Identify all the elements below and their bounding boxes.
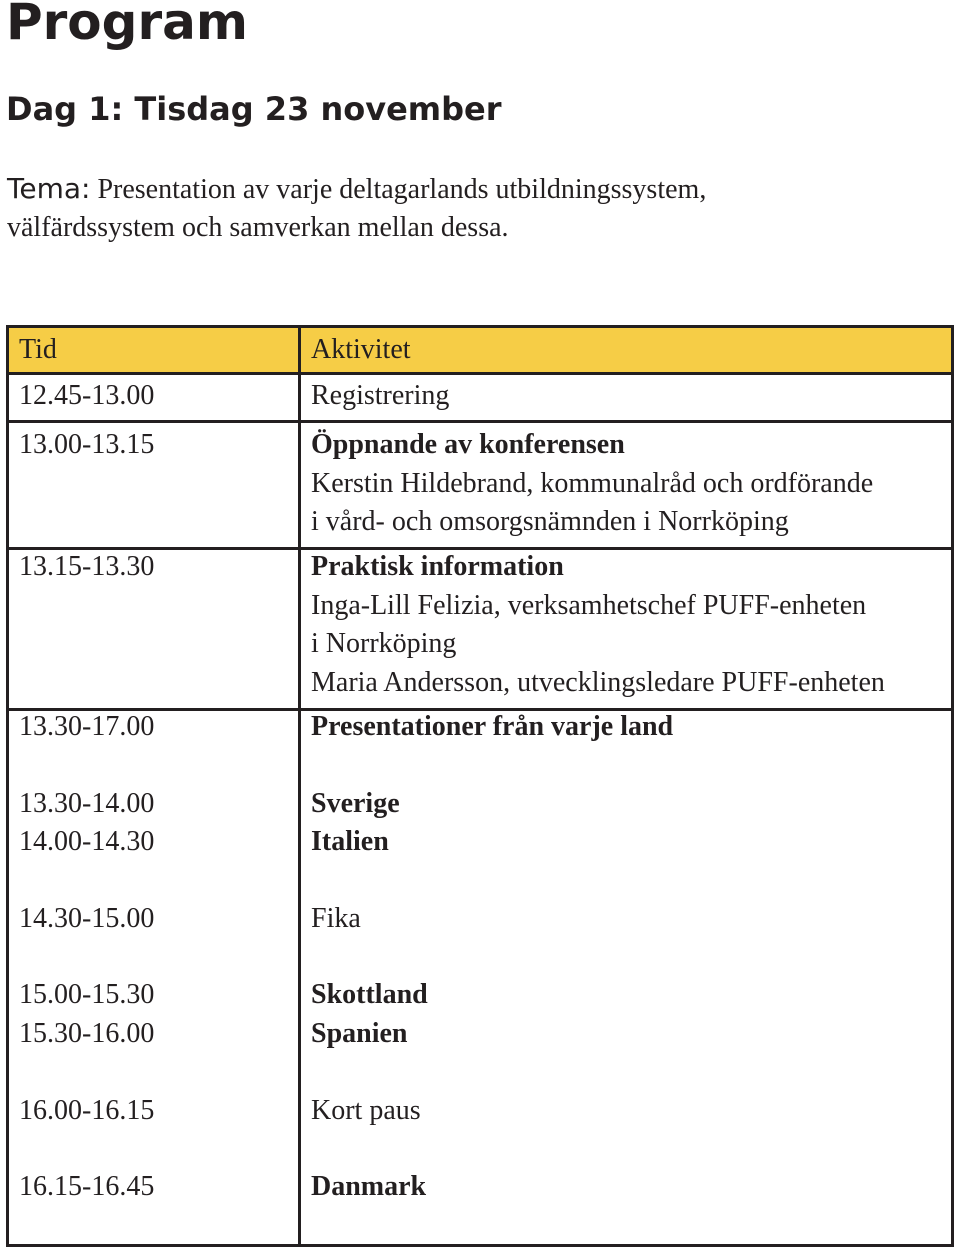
theme-line-2: välfärdssystem och samverkan mellan dessa. — [7, 212, 509, 243]
table-header-row — [9, 328, 951, 375]
row-time: 13.00-13.15 — [19, 429, 155, 460]
header-activity: Aktivitet — [311, 334, 411, 365]
schedule-item-activity: Sverige — [311, 788, 400, 819]
row-detail: i Norrköping — [311, 628, 457, 659]
day-heading: Dag 1: Tisdag 23 november — [6, 90, 502, 128]
schedule-item-activity: Kort paus — [311, 1095, 421, 1126]
schedule-item-activity: Fika — [311, 903, 361, 934]
schedule-item-time: 14.30-15.00 — [19, 903, 155, 934]
row-activity: Öppnande av konferensen — [311, 429, 625, 460]
row-time: 13.15-13.30 — [19, 551, 155, 582]
schedule-item-activity: Spanien — [311, 1018, 408, 1049]
row-activity: Presentationer från varje land — [311, 711, 674, 742]
row-time: 13.30-17.00 — [19, 711, 155, 742]
column-divider — [298, 328, 301, 1244]
row-activity: Praktisk information — [311, 551, 564, 582]
schedule-item-time: 15.00-15.30 — [19, 979, 155, 1010]
theme-text-1: Presentation av varje deltagarlands utbildningssystem, — [97, 174, 707, 205]
page-title: Program — [6, 0, 248, 51]
schedule-item-activity: Italien — [311, 826, 389, 857]
row-detail: Kerstin Hildebrand, kommunalråd och ordförande — [311, 468, 874, 499]
schedule-item-time: 16.15-16.45 — [19, 1171, 155, 1202]
row-divider — [9, 420, 951, 423]
schedule-item-time: 13.30-14.00 — [19, 788, 155, 819]
schedule-item-activity: Danmark — [311, 1171, 427, 1202]
header-time: Tid — [19, 334, 57, 365]
schedule-item-time: 15.30-16.00 — [19, 1018, 155, 1049]
row-time: 12.45-13.00 — [19, 380, 155, 411]
theme-paragraph — [7, 170, 937, 247]
theme-label: Tema: — [7, 172, 91, 205]
row-detail: Maria Andersson, utvecklingsledare PUFF-enheten — [311, 667, 885, 698]
row-detail: Inga-Lill Felizia, verksamhetschef PUFF-enheten — [311, 590, 867, 621]
schedule-item-time: 14.00-14.30 — [19, 826, 155, 857]
theme-line-1 — [7, 170, 937, 209]
row-detail: i vård- och omsorgsnämnden i Norrköping — [311, 506, 789, 537]
schedule-item-activity: Skottland — [311, 979, 428, 1010]
row-activity: Registrering — [311, 380, 450, 411]
program-table — [6, 325, 954, 1247]
schedule-item-time: 16.00-16.15 — [19, 1095, 155, 1126]
